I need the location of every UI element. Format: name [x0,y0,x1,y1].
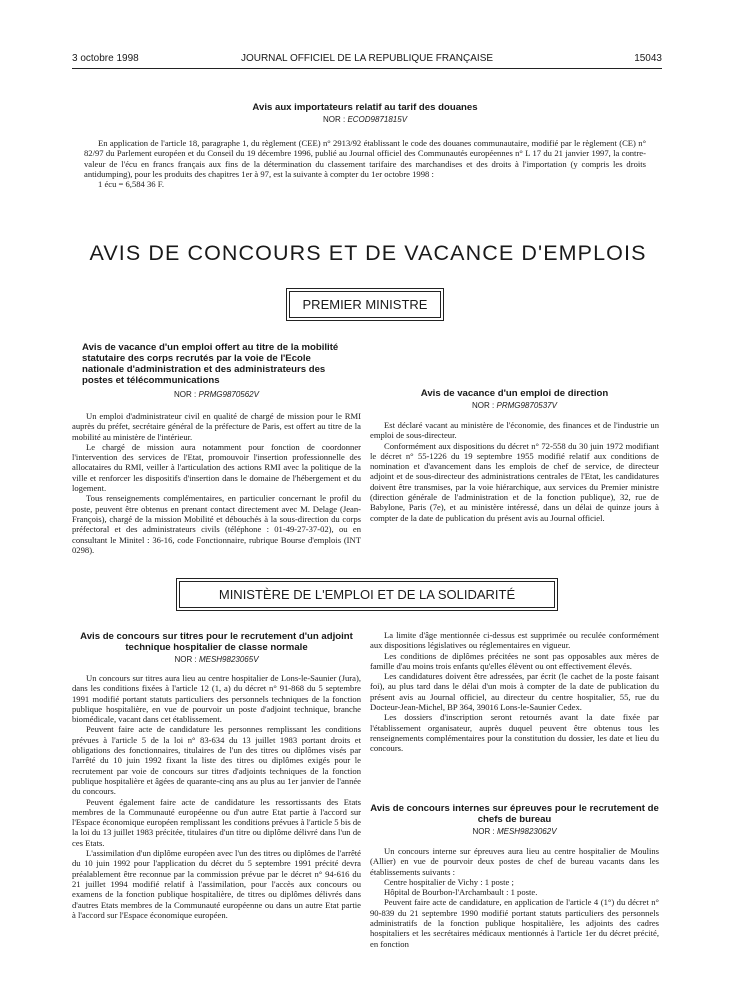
nor-reference [84,115,646,124]
notice-paragraph: En application de l'article 18, paragraphe 1, du règlement (CEE) n° 2913/92 établissant le code des douanes communautaire, modifié par le règlement (CE) n° 82/97 du Parlement européen et du Conseil du 19 décembre 1996, publié au Journal officiel des Communautés européennes n° L 17 du 21 janvier 1997, la contre-valeur de l'écu en francs français aux fins de la détermination du classement tarifaire des marchandises et des droits à l'importation (y compris les droits antidumping), pour les produits des chapitres 1er à 97, est la suivante à compter du 1er octobre 1998 : [84,138,646,179]
nor-label: NOR : [174,655,197,664]
notice-title: Avis de vacance d'un emploi offert au titre de la mobilité statutaire des corps recrutés par la voie de l'Ecole nationale d'administration et des administrateurs des postes et télécommunications [82,342,339,386]
notice-paragraph: La limite d'âge mentionnée ci-dessus est supprimée ou reculée conformément aux dispositions législatives ou réglementaires en vigueur. [370,630,659,651]
notice-paragraph: Hôpital de Bourbon-l'Archambault : 1 poste. [384,887,538,898]
page-header [72,53,662,69]
notice-paragraph: Les conditions de diplômes précitées ne sont pas opposables aux mères de famille d'au moins trois enfants qu'elles élèvent ou ont effectivement élevés. [370,650,659,671]
notice-vacance-mobilite [72,342,361,555]
nor-label: NOR : [174,390,197,399]
nor-reference [72,655,361,664]
nor-code: MESH9823062V [496,827,557,836]
section-premier-ministre [286,288,444,321]
nor-reference [72,390,361,399]
notice-paragraph: Peuvent faire acte de candidature, en application de l'article 4 (1°) du décret n° 90-839 du 21 septembre 1990 modifié portant statuts particuliers des personnels administratifs de la fonction publique hospitalière, les adjoints des cadres hospitaliers et les secrétaires médicaux mentionnés à l'article 1er du décret précité, en fonction [370,897,659,949]
notice-title: Avis aux importateurs relatif au tarif des douanes [252,102,478,113]
notice-paragraph: Les dossiers d'inscription seront retournés avant la date fixée par l'établissement organisateur, auprès duquel peuvent être obtenus tous les renseignements complémentaires pour la constitution du dossier, les date et lieu du concours. [370,712,659,754]
notice-paragraph: Tous renseignements complémentaires, en particulier concernant le profil du poste, peuvent être obtenus en prenant contact directement avec M. Delage (Jean-François), chargé de la mission Mobilité et débouchés à la sous-direction du corps préfectoral et des administrateurs civils (téléphone : 01-49-27-37-02), ou en consultant le Minitel : 36-16, code Fonctionnaire, rubrique Bourse d'emplois (INT 0298). [72,493,361,555]
section-title: MINISTÈRE DE L'EMPLOI ET DE LA SOLIDARITÉ [218,587,516,602]
notice-title: Avis de concours internes sur épreuves pour le recrutement de chefs de bureau [370,803,659,825]
nor-code: MESH9823065V [198,655,259,664]
notice-title: Avis de concours sur titres pour le recrutement d'un adjoint technique hospitalier de classe normale [80,631,353,653]
notice-paragraph: Peuvent faire acte de candidature les personnes remplissant les conditions prévues à l'article 5 de la loi n° 83-634 du 13 juillet 1983 portant droits et obligations des fonctionnaires, titulaires de l'un des titres ou diplômes visés par l'arrêté du 10 juin 1992 fixant la liste des titres ou diplômes exigés pour le recrutement par voie de concours sur titres d'adjoints techniques de la fonction publique hospitalière et âgées de quarante-cinq ans au plus au 1er janvier de l'année du concours. [72,724,361,797]
nor-code: PRMG9870537V [496,401,557,410]
notice-paragraph: Les candidatures doivent être adressées, par écrit (le cachet de la poste faisant foi), au plus tard dans le délai d'un mois à compter de la date de publication du présent avis au Journal officiel, au directeur du centre hospitalier, 55, rue du Docteur-Jean-Michel, BP 364, 39016 Lons-le-Saunier Cedex. [370,671,659,713]
header-page-number: 15043 [634,53,662,64]
notice-paragraph: L'assimilation d'un diplôme européen avec l'un des titres ou diplômes de l'arrêté du 10 juin 1992 pour l'application du décret du 5 septembre 1991 précité devra préalablement être reconnue par la commission prévue par le décret n° 94-616 du 21 juillet 1994 modifié relatif à l'assimilation, pour l'accès aux concours ou examens de la fonction publique hospitalière, de titres ou diplômes délivrés dans d'autres Etats membres de la Communauté européenne ou dans un autre Etat partie à l'accord sur l'Espace économique européen. [72,848,361,920]
nor-label: NOR : [472,401,495,410]
notice-paragraph: Un concours interne sur épreuves aura lieu au centre hospitalier de Moulins (Allier) en vue de pourvoir deux postes de chef de bureau vacants dans les établissements suivants : [370,846,659,877]
notice-paragraph: 1 écu = 6,584 36 F. [98,179,164,190]
nor-code: PRMG9870562V [198,390,259,399]
header-rule [72,68,662,69]
notice-concours-titres [72,631,361,920]
notice-paragraph: Centre hospitalier de Vichy : 1 poste ; [384,876,514,887]
nor-label: NOR : [472,827,495,836]
header-date: 3 octobre 1998 [72,53,139,64]
notice-paragraph: Un emploi d'administrateur civil en qualité de chargé de mission pour le RMI auprès du préfet, secrétaire général de la préfecture de Paris, est offert au titre de la mobilité au ministère de l'intérieur. [72,411,361,442]
nor-reference [370,401,659,410]
notice-paragraph: Est déclaré vacant au ministère de l'économie, des finances et de l'industrie un emploi de sous-directeur. [370,420,659,441]
nor-reference [370,827,659,836]
section-title: PREMIER MINISTRE [302,297,428,312]
notice-paragraph: Conformément aux dispositions du décret n° 72-558 du 30 juin 1972 modifiant le décret n° 55-1226 du 19 septembre 1955 modifié relatif aux conditions de nomination et d'avancement dans les emplois de chef de service, de directeur adjoint et de sous-directeur des administrations centrales de l'Etat, les candidatures doivent être transmises, par la voie hiérarchique, aux services du Premier ministre (direction générale de l'administration et de la fonction publique), 32, rue de Babylone, Paris (7e), et au ministère intéressé, dans un délai de quinze jours à compter de la date de publication du présent avis au Journal officiel. [370,440,659,523]
notice-concours-internes [370,803,659,949]
notice-paragraph: Peuvent également faire acte de candidature les ressortissants des Etats membres de la Communauté européenne ou d'un autre Etat partie à l'accord sur l'Espace économique européen remplissant les conditions prévues à l'article 5 bis de la loi du 13 juillet 1983 précitée, titulaires d'un titre ou diplôme délivré dans l'un de ces Etats. [72,796,361,848]
notice-title: Avis de vacance d'un emploi de direction [420,388,609,399]
nor-code: ECOD9871815V [347,115,408,124]
header-journal: JOURNAL OFFICIEL DE LA REPUBLIQUE FRANÇAISE [240,53,494,64]
notice-paragraph: Le chargé de mission aura notamment pour fonction de coordonner l'intervention des services de l'Etat, promouvoir l'insertion professionnelle des allocataires du RMI, veiller à l'articulation des actions RMI avec la politique de la ville et renforcer les dispositifs d'insertion dans le domaine de l'hébergement et du logement. [72,441,361,494]
notice-vacance-direction [370,388,659,523]
nor-label: NOR : [322,115,346,124]
section-emploi-solidarite [176,578,558,611]
notice-paragraph: Un concours sur titres aura lieu au centre hospitalier de Lons-le-Saunier (Jura), dans les conditions fixées à l'article 12 (1, a) du décret n° 91-868 du 5 septembre 1991 modifié portant statuts particuliers des personnels techniques de la fonction publique hospitalière, en vue de pourvoir un poste d'adjoint technique, branche biomédicale, vacant dans cet établissement. [72,673,361,725]
main-title: AVIS DE CONCOURS ET DE VACANCE D'EMPLOIS [89,241,647,265]
notice-concours-suite [370,630,659,754]
notice-importateurs [84,102,646,189]
